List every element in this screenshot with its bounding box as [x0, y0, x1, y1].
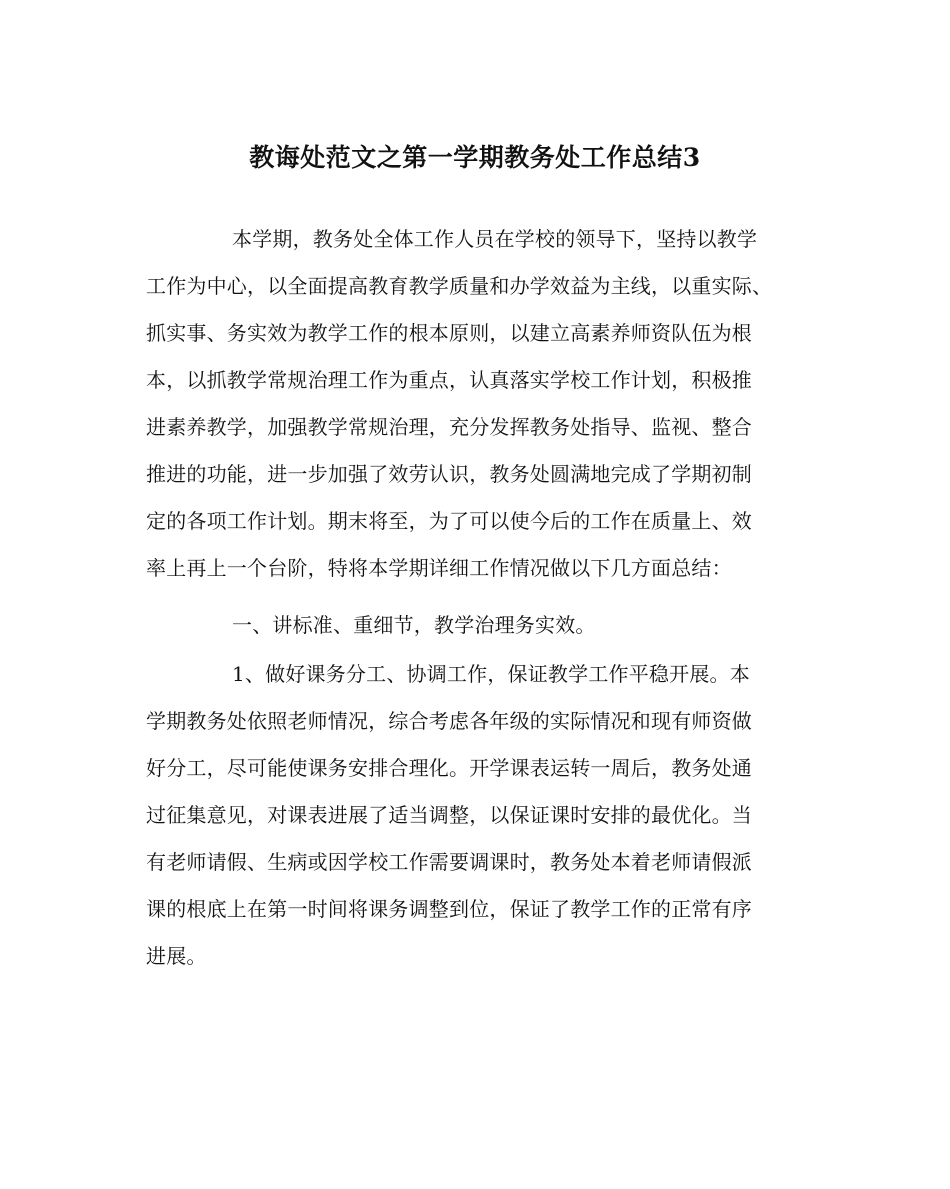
paragraph-line: 推进的功能，进一步加强了效劳认识，教务处圆满地完成了学期初制	[146, 462, 752, 486]
paragraph-line: 进展。	[146, 944, 207, 968]
document-title: 教诲处范文之第一学期教务处工作总结3	[249, 143, 701, 172]
paragraph-line: 抓实事、务实效为教学工作的根本原则，以建立高素养师资队伍为根	[146, 321, 752, 345]
paragraph-line: 率上再上一个台阶，特将本学期详细工作情况做以下几方面总结：	[146, 556, 732, 580]
paragraph-line: 本，以抓教学常规治理工作为重点，认真落实学校工作计划，积极推	[146, 368, 752, 392]
paragraph-line: 学期教务处依照老师情况，综合考虑各年级的实际情况和现有师资做	[146, 709, 752, 733]
paragraph-line: 好分工，尽可能使课务安排合理化。开学课表运转一周后，教务处通	[146, 756, 752, 780]
paragraph-line: 有老师请假、生病或因学校工作需要调课时，教务处本着老师请假派	[146, 850, 752, 874]
paragraph-line: 1、做好课务分工、协调工作，保证教学工作平稳开展。本	[232, 662, 750, 686]
section-heading: 一、讲标准、重细节，教学治理务实效。	[232, 613, 596, 637]
paragraph-line: 进素养教学，加强教学常规治理，充分发挥教务处指导、监视、整合	[146, 415, 752, 439]
paragraph-line: 过征集意见，对课表进展了适当调整，以保证课时安排的最优化。当	[146, 803, 752, 827]
paragraph-line: 工作为中心，以全面提高教育教学质量和办学效益为主线，以重实际、	[146, 274, 773, 298]
paragraph-line: 本学期，教务处全体工作人员在学校的领导下，坚持以教学	[232, 227, 758, 251]
paragraph-line: 课的根底上在第一时间将课务调整到位，保证了教学工作的正常有序	[146, 897, 752, 921]
paragraph-line: 定的各项工作计划。期末将至，为了可以使今后的工作在质量上、效	[146, 509, 752, 533]
